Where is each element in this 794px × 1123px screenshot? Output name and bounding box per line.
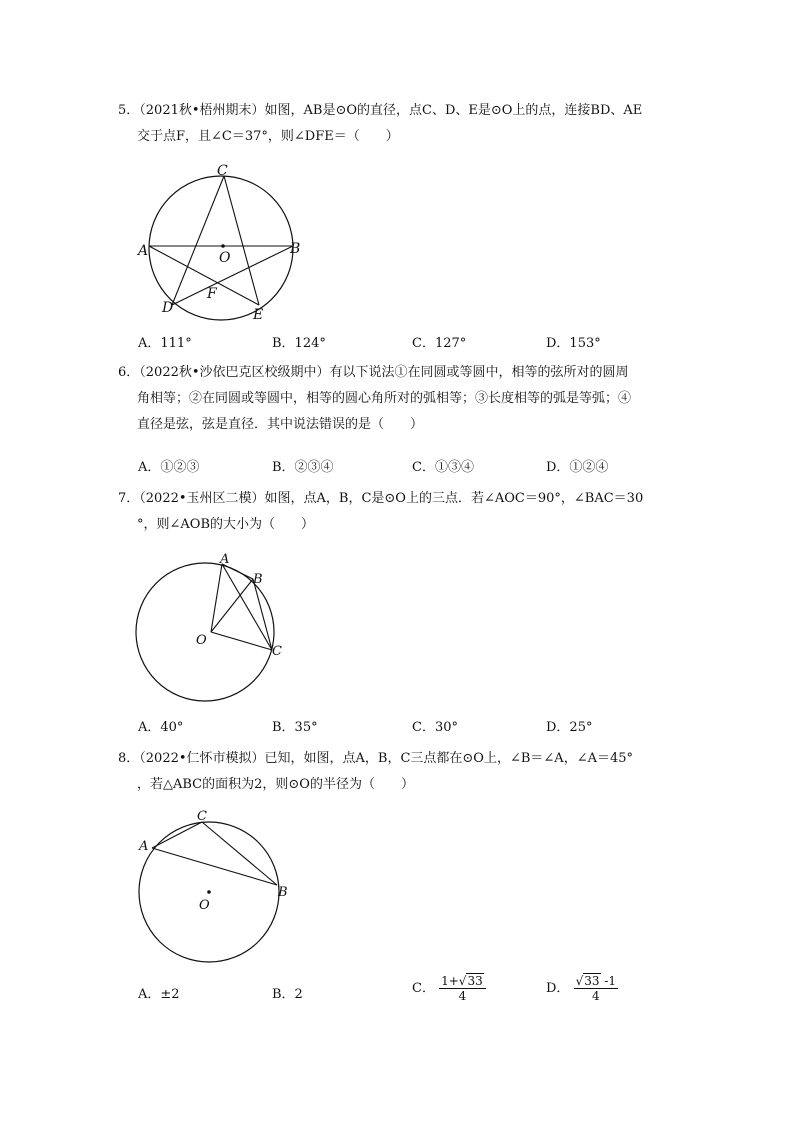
q8-option-d[interactable]: [546, 974, 618, 1003]
question-8: [118, 746, 688, 798]
q5-option-d[interactable]: D．153°: [546, 336, 601, 351]
q6-option-c[interactable]: C．①③④: [412, 460, 474, 475]
question-6: [118, 360, 688, 438]
q5-circle: [149, 176, 293, 320]
q7-segment-oa: [211, 564, 222, 632]
q5-label-o: O: [219, 250, 231, 266]
q5-label-a: A: [138, 243, 149, 259]
q6-options: [138, 456, 658, 476]
q7-stem-line1: 7．（2022•玉州区二模）如图，点A，B，C是⊙O上的三点．若∠AOC＝90°，∠BAC＝30: [118, 491, 644, 506]
q7-segment-bc: [253, 579, 272, 650]
q8-label-c: C: [197, 809, 207, 824]
q5-figure: [135, 158, 315, 332]
q5-chord-ce: [224, 176, 259, 305]
q8-segment-ab: [152, 848, 277, 885]
q7-figure: [135, 548, 295, 712]
q8-options: [138, 974, 658, 1010]
q7-options: [138, 716, 658, 736]
q6-stem-line3: 直径是弦，弦是直径．其中说法错误的是（ ）: [137, 417, 424, 432]
q6-stem-line2: 角相等；②在同圆或等圆中，相等的圆心角所对的弧相等；③长度相等的弧是等弧；④: [137, 391, 632, 406]
q8-option-c-denominator: 4: [458, 989, 467, 1003]
q7-option-c[interactable]: C．30°: [412, 720, 458, 735]
q5-stem-line2: 交于点F，且∠C＝37°，则∠DFE＝（ ）: [137, 129, 399, 144]
q8-option-c-numerator: 1+√33: [439, 974, 486, 989]
q5-option-b[interactable]: B．124°: [272, 336, 326, 351]
q5-option-a[interactable]: A．111°: [138, 336, 192, 351]
q8-option-c-fraction: [439, 974, 486, 1003]
q5-options: [138, 332, 658, 352]
q8-option-c[interactable]: [412, 974, 486, 1003]
q5-label-b: B: [290, 241, 301, 257]
q7-stem-line2: °，则∠AOB的大小为（ ）: [137, 517, 314, 532]
q8-option-d-radicand: 33: [584, 974, 600, 988]
q5-label-f: F: [207, 286, 217, 302]
q5-label-d: D: [162, 300, 174, 316]
q8-option-d-num-suffix: -1: [600, 974, 617, 988]
question-7: [118, 486, 688, 538]
q7-label-c: C: [272, 644, 282, 659]
q8-option-c-letter: C．: [412, 981, 435, 996]
q8-segment-cb: [202, 822, 277, 885]
q8-option-c-radicand: 33: [467, 974, 483, 988]
q7-option-a[interactable]: A．40°: [138, 720, 184, 735]
q7-label-a: A: [220, 552, 230, 567]
q8-center-dot: [207, 890, 211, 894]
q7-label-b: B: [253, 572, 263, 587]
q8-label-o: O: [199, 898, 210, 913]
q8-segment-ac: [152, 822, 202, 848]
q5-stem-line1: 5．（2021秋•梧州期末）如图，AB是⊙O的直径，点C、D、E是⊙O上的点，连接BD、AE: [118, 103, 643, 118]
q8-option-d-letter: D．: [546, 981, 570, 996]
q5-chord-ae: [149, 246, 259, 305]
q7-option-b[interactable]: B．35°: [272, 720, 318, 735]
q7-label-o: O: [196, 633, 207, 648]
q6-option-a[interactable]: A．①②③: [138, 460, 200, 475]
q8-stem-line1: 8．（2022•仁怀市模拟）已知，如图，点A，B，C三点都在⊙O上，∠B＝∠A，∠A＝45°: [118, 751, 634, 766]
q8-option-c-num-prefix: 1+: [441, 974, 459, 988]
q5-label-c: C: [217, 163, 228, 179]
q8-option-d-denominator: 4: [591, 989, 600, 1003]
question-5: [118, 98, 688, 150]
q6-option-b[interactable]: B．②③④: [272, 460, 334, 475]
q8-stem-line2: ，若△ABC的面积为2，则⊙O的半径为（ ）: [137, 777, 414, 792]
q8-figure: [135, 808, 305, 972]
q8-option-d-numerator: √33 -1: [575, 974, 617, 988]
q6-stem-line1: 6．（2022秋•沙依巴克区校级期中）有以下说法①在同圆或等圆中，相等的弦所对的圆周: [118, 365, 629, 380]
q5-label-e: E: [253, 307, 264, 323]
q8-option-d-fraction: [574, 974, 618, 1003]
q7-option-d[interactable]: D．25°: [546, 720, 593, 735]
q8-option-a[interactable]: A．±2: [138, 987, 180, 1002]
q8-label-b: B: [278, 885, 288, 900]
q8-label-a: A: [139, 839, 149, 854]
q5-center-dot: [221, 244, 225, 248]
q6-option-d[interactable]: D．①②④: [546, 460, 609, 475]
q8-option-b[interactable]: B．2: [272, 987, 303, 1002]
q5-option-c[interactable]: C．127°: [412, 336, 467, 351]
